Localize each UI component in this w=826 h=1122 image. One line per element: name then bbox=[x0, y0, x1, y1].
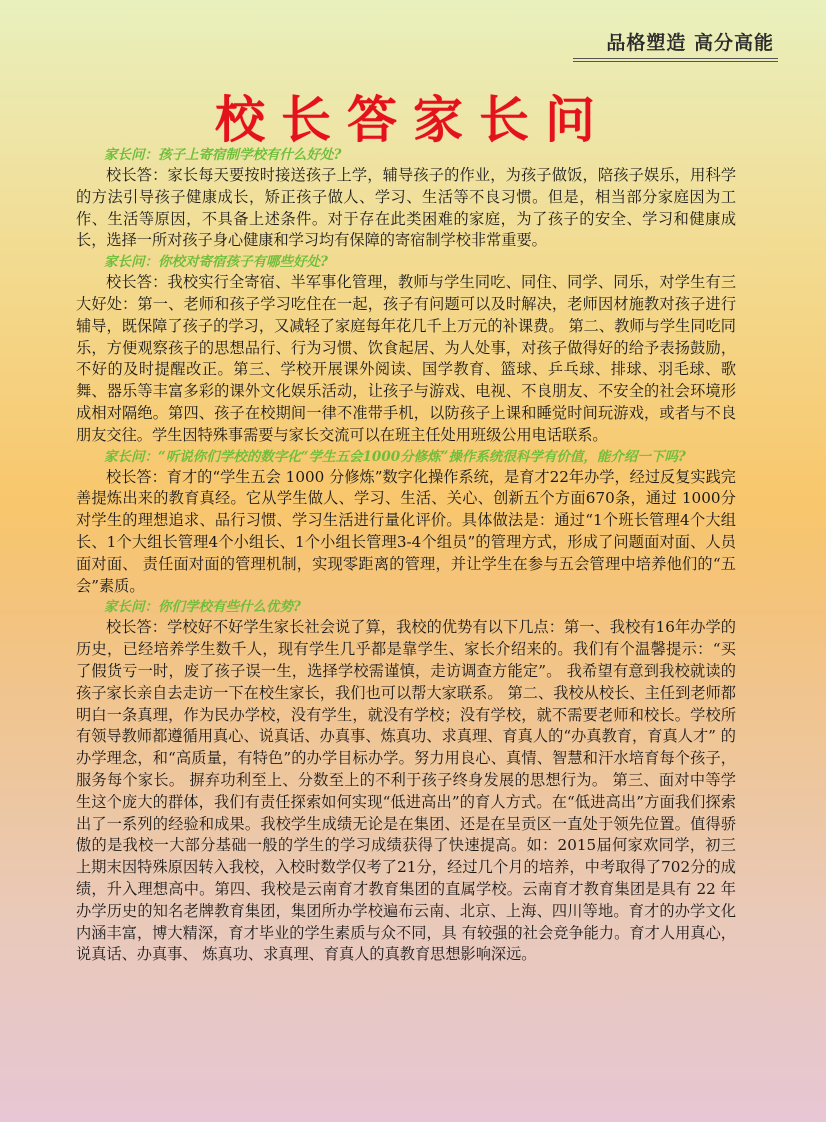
question-4: 家长问：你们学校有些什么优势? bbox=[104, 599, 301, 616]
header-slogan: 品格塑造 高分高能 bbox=[606, 32, 774, 54]
question-2: 家长问：你校对寄宿孩子有哪些好处? bbox=[104, 254, 328, 271]
answer-3: 校长答：育才的“学生五会 1000 分修炼”数字化操作系统，是育才22年办学，经过反复实践完善提炼出来的教育真经。它从学生做人、学习、生活、关心、创新五个方面670条，通过 1000分对学生的理想追求、品行习惯、学习生活进行量化评价。具体做法是：通过“1个班长管理4个大组长、1个大组长管理4个小组长、1个小组长管理3-4个组员”的管理方式，形成了问题面对面、人员面对面、 责任面对面的管理机制，实现零距离的管理，并让学生在参与五会管理中培养他们的“五会”素质。 bbox=[76, 467, 736, 595]
qa-content bbox=[76, 145, 736, 966]
answer-1: 校长答：家长每天要按时接送孩子上学，辅导孩子的作业，为孩子做饭，陪孩子娱乐，用科学的方法引导孩子健康成长，矫正孩子做人、学习、生活等不良习惯。但是，相当部分家庭因为工作、生活等原因，不具备上述条件。对于存在此类困难的家庭，为了孩子的安全、学习和健康成长，选择一所对孩子身心健康和学习均有保障的寄宿制学校非常重要。 bbox=[76, 166, 736, 250]
question-1: 家长问：孩子上寄宿制学校有什么好处? bbox=[104, 147, 342, 163]
answer-4: 校长答：学校好不好学生家长社会说了算，我校的优势有以下几点：第一、我校有16年办学的历史，已经培养学生数千人，现有学生几乎都是靠学生、家长介绍来的。我们有个温馨提示：“买了假货亏一时，废了孩子误一生，选择学校需谨慎，走访调查方能定”。 我希望有意到我校就读的孩子家长亲自去走访一下在校生家长，我们也可以帮大家联系。 第二、我校从校长、主任到老师都明白一条真理，作为民办学校，没有学生，就没有学校；没有学校，就不需要老师和校长。学校所有领导教师都遵循用真心、说真话、办真事、炼真功、求真理、育真人的“办真教育，育真人才” 的办学理念，和“高质量，有特色”的办学目标办学。努力用良心、真情、智慧和汗水培育每个孩子，服务每个家长。 摒弃功利至上、分数至上的不利于孩子终身发展的思想行为。 第三、面对中等学生这个庞大的群体，我们有责任探索如何实现“低进高出”的育人方式。在“低进高出”方面我们探索出了一系列的经验和成果。我校学生成绩无论是在集团、还是在呈贡区一直处于领先位置。值得骄傲的是我校一大部分基础一般的学生的学习成绩获得了快速提高。如：2015届何家欢同学，初三上期末因特殊原因转入我校，入校时数学仅考了21分，经过几个月的培养，中考取得了702分的成绩，升入理想高中。第四、我校是云南育才教育集团的直属学校。云南育才教育集团是具有 22 年办学历史的知名老牌教育集团，集团所办学校遍布云南、北京、上海、四川等地。育才的办学文化内涵丰富，博大精深，育才毕业的学生素质与众不同，具 有较强的社会竞争能力。育才人用真心，说真话、办真事、 炼真功、求真理、育真人的真教育思想影响深远。 bbox=[76, 618, 736, 964]
question-3: 家长问：“听说你们学校的数字化“学生五会1000分修炼”操作系统很科学有价值，能介绍一下吗? bbox=[104, 448, 686, 465]
answer-2: 校长答：我校实行全寄宿、半军事化管理，教师与学生同吃、同住、同学、同乐，对学生有三大好处：第一、老师和孩子学习吃住在一起，孩子有问题可以及时解决，老师因材施教对孩子进行辅导，既保障了孩子的学习，又减轻了家庭每年花几千上万元的补课费。 第二、教师与学生同吃同乐，方便观察孩子的思想品行、行为习惯、饮食起居、为人处事，对孩子做得好的给予表扬鼓励，不好的及时提醒改正。第三、学校开展课外阅读、国学教育、篮球、乒乓球、排球、羽毛球、歌舞、器乐等丰富多彩的课外文化娱乐活动，让孩子与游戏、电视、不良朋友、不安全的社会环境形成相对隔绝。第四、孩子在校期间一律不准带手机，以防孩子上课和睡觉时间玩游戏，或者与不良朋友交往。学生因特殊事需要与家长交流可以在班主任处用班级公用电话联系。 bbox=[76, 273, 736, 444]
header-divider bbox=[573, 58, 778, 62]
page-title: 校长答家长问 bbox=[215, 90, 611, 149]
